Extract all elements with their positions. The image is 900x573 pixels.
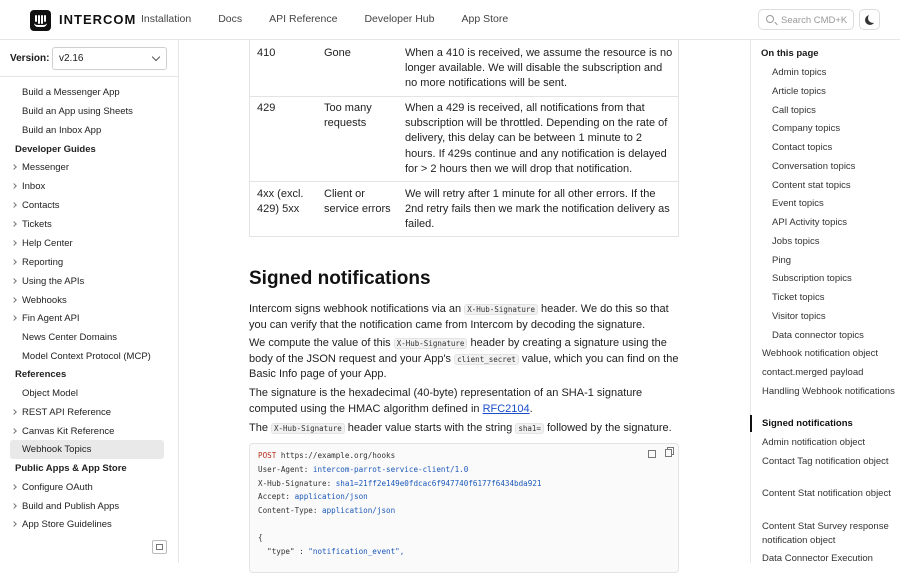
- chevron-right-icon: [11, 503, 17, 509]
- sidebar-item-label: Messenger: [22, 162, 69, 173]
- toc-title: On this page: [761, 48, 819, 59]
- sidebar-section-heading[interactable]: [15, 365, 169, 384]
- sidebar-item[interactable]: [10, 497, 164, 516]
- toc-item[interactable]: contact.merged payload: [762, 367, 864, 378]
- toc-item[interactable]: Data connector topics: [772, 330, 864, 341]
- chevron-right-icon: [11, 259, 17, 265]
- copy-icon[interactable]: [665, 449, 672, 457]
- sidebar-item-label: Help Center: [22, 238, 73, 249]
- sidebar-item[interactable]: [10, 158, 164, 177]
- table-cell-code: 4xx (excl. 429) 5xx: [257, 188, 304, 216]
- version-select[interactable]: v2.16: [52, 47, 167, 70]
- chevron-right-icon: [11, 183, 17, 189]
- sidebar-item[interactable]: [10, 515, 164, 534]
- sidebar-item-label: Build and Publish Apps: [22, 501, 120, 512]
- chevron-right-icon: [11, 278, 17, 284]
- toc-active-marker: [750, 415, 752, 432]
- toc-item[interactable]: Contact topics: [772, 142, 833, 153]
- chevron-right-icon: [11, 428, 17, 434]
- toc-item[interactable]: Webhook notification object: [762, 348, 879, 359]
- table-cell-code: 410: [257, 47, 276, 59]
- sidebar-item[interactable]: [10, 272, 164, 291]
- sidebar-item-label: Webhooks: [22, 295, 67, 306]
- sidebar-item-label: Webhook Topics: [22, 444, 92, 455]
- toc-item[interactable]: Content Stat Survey response notification object: [762, 521, 889, 546]
- sidebar-item[interactable]: [10, 403, 164, 422]
- sidebar-item-label: Build an App using Sheets: [22, 106, 133, 117]
- left-sidebar: [0, 40, 179, 563]
- sidebar-item[interactable]: [10, 440, 164, 459]
- toc-item[interactable]: Subscription topics: [772, 273, 852, 284]
- toc-item[interactable]: Data Connector Execution: [762, 553, 873, 564]
- sidebar-item[interactable]: [10, 121, 164, 140]
- sidebar-item-label: Fin Agent API: [22, 313, 80, 324]
- code-line: Accept: application/json: [258, 492, 368, 501]
- sidebar-item[interactable]: [10, 234, 164, 253]
- search-label: Search CMD+K: [781, 15, 848, 26]
- sidebar-item-label: Inbox: [22, 181, 46, 192]
- code-line: {: [258, 533, 263, 542]
- sidebar-item[interactable]: [10, 83, 164, 102]
- toc-item[interactable]: Event topics: [772, 198, 824, 209]
- toc-item[interactable]: Jobs topics: [772, 236, 820, 247]
- sidebar-item[interactable]: [10, 291, 164, 310]
- code-line: POST https://example.org/hooks: [258, 451, 396, 460]
- brand-name[interactable]: INTERCOM: [59, 12, 137, 27]
- chevron-right-icon: [11, 164, 17, 170]
- search-button[interactable]: [758, 9, 854, 30]
- main-nav: [141, 13, 535, 25]
- nav-app-store[interactable]: App Store: [461, 13, 509, 25]
- chevron-down-icon: [152, 53, 160, 61]
- code-line: Content-Type: application/json: [258, 506, 396, 515]
- sidebar-item-label: Model Context Protocol (MCP): [22, 351, 151, 362]
- code-line: X-Hub-Signature: sha1=21ff2e149e0fdcac6f947740f6177f6434bda921: [258, 479, 542, 488]
- table-cell-code: 429: [257, 102, 276, 114]
- table-cell-description: When a 410 is received, we assume the resource is no longer available. We will disable the subscription and no more notifications will be sent.: [405, 47, 673, 90]
- collapse-sidebar-button[interactable]: [152, 540, 167, 554]
- chevron-right-icon: [11, 240, 17, 246]
- sidebar-item-label: REST API Reference: [22, 407, 112, 418]
- toc-item[interactable]: Ticket topics: [772, 292, 825, 303]
- sidebar-item-label: References: [15, 369, 67, 380]
- sidebar-item[interactable]: [10, 422, 164, 441]
- toc-item[interactable]: Article topics: [772, 86, 826, 97]
- sidebar-item-label: Contacts: [22, 200, 60, 211]
- sidebar-item[interactable]: [10, 309, 164, 328]
- sidebar-item-label: News Center Domains: [22, 332, 118, 343]
- wrap-lines-icon[interactable]: [648, 450, 656, 458]
- toc-item[interactable]: Signed notifications: [762, 418, 853, 429]
- toc-item[interactable]: Contact Tag notification object: [762, 456, 889, 467]
- paragraph: The signature is the hexadecimal (40-byte) representation of an SHA-1 signature computed using the HMAC algorithm defined in RFC2104.: [249, 387, 643, 415]
- toc-item[interactable]: Conversation topics: [772, 161, 856, 172]
- sidebar-item[interactable]: [10, 347, 164, 366]
- sidebar-item-label: Using the APIs: [22, 276, 85, 287]
- theme-toggle-button[interactable]: [859, 9, 880, 30]
- sidebar-item-label: App Store Guidelines: [22, 519, 112, 530]
- chevron-right-icon: [11, 297, 17, 303]
- toc-item[interactable]: API Activity topics: [772, 217, 847, 228]
- version-label: Version:: [10, 53, 50, 64]
- toc-item[interactable]: Call topics: [772, 105, 816, 116]
- toc-item[interactable]: Company topics: [772, 123, 841, 134]
- top-navigation-bar: [0, 0, 900, 40]
- sidebar-item-label: Public Apps & App Store: [15, 463, 127, 474]
- chevron-right-icon: [11, 221, 17, 227]
- toc-item[interactable]: Admin notification object: [762, 437, 865, 448]
- paragraph: Intercom signs webhook notifications via an X-Hub-Signature header. We do this so that you can verify that the notification came from Intercom by decoding the signature.: [249, 303, 669, 331]
- toc-item[interactable]: Content stat topics: [772, 180, 851, 191]
- divider: [0, 76, 179, 77]
- sidebar-item-label: Build a Messenger App: [22, 87, 120, 98]
- sidebar-item[interactable]: [10, 177, 164, 196]
- sidebar-item[interactable]: [10, 215, 164, 234]
- chevron-right-icon: [11, 484, 17, 490]
- sidebar-item-label: Canvas Kit Reference: [22, 426, 115, 437]
- toc-item[interactable]: Visitor topics: [772, 311, 826, 322]
- sidebar-item[interactable]: [10, 328, 164, 347]
- moon-icon: [868, 13, 878, 23]
- sidebar-item[interactable]: [10, 102, 164, 121]
- sidebar-icon: [156, 544, 163, 550]
- intercom-logo-icon[interactable]: [30, 10, 51, 31]
- section-heading: Signed notifications: [249, 268, 431, 289]
- search-icon: [766, 15, 774, 23]
- chevron-right-icon: [11, 409, 17, 415]
- paragraph: We compute the value of this X-Hub-Signature header by creating a signature using the body of the JSON request and your App's client_secret value, which you can find on the Basic Info page of your App.: [249, 337, 679, 380]
- sidebar-item-label: Object Model: [22, 388, 78, 399]
- sidebar-item-label: Tickets: [22, 219, 52, 230]
- code-line: User-Agent: intercom-parrot-service-client/1.0: [258, 465, 469, 474]
- toc-item[interactable]: Admin topics: [772, 67, 827, 78]
- nav-api-reference[interactable]: API Reference: [269, 13, 338, 25]
- toc-item[interactable]: Content Stat notification object: [762, 488, 891, 499]
- sidebar-section-heading[interactable]: [15, 140, 169, 159]
- table-cell-description: When a 429 is received, all notifications from that subscription will be throttled. Depending on the rate of delivery, this delay can be between 1 minute to 2 hours. If 429s continue and any notification is delayed for > 2 hours then we will drop that notification.: [405, 102, 668, 175]
- sidebar-item[interactable]: [10, 253, 164, 272]
- sidebar-item-label: Configure OAuth: [22, 482, 93, 493]
- nav-installation[interactable]: Installation: [141, 13, 192, 25]
- toc-item[interactable]: Handling Webhook notifications: [762, 386, 895, 397]
- table-cell-description: We will retry after 1 minute for all other errors. If the 2nd retry fails then we mark the notification delivery as failed.: [405, 188, 670, 231]
- nav-developer-hub[interactable]: Developer Hub: [364, 13, 435, 25]
- chevron-right-icon: [11, 202, 17, 208]
- sidebar-item-label: Developer Guides: [15, 144, 96, 155]
- sidebar-item-label: Build an Inbox App: [22, 125, 102, 136]
- chevron-right-icon: [11, 315, 17, 321]
- paragraph: The X-Hub-Signature header value starts with the string sha1= followed by the signature.: [249, 422, 672, 434]
- rfc2104-link[interactable]: RFC2104: [482, 402, 530, 415]
- sidebar-item[interactable]: [10, 196, 164, 215]
- sidebar-item[interactable]: [10, 384, 164, 403]
- sidebar-section-heading[interactable]: [15, 459, 169, 478]
- table-cell-status: Client or service errors: [324, 188, 391, 216]
- on-this-page-toc: [750, 40, 900, 563]
- sidebar-item-label: Reporting: [22, 257, 64, 268]
- table-cell-status: Gone: [324, 47, 351, 59]
- sidebar-item[interactable]: [10, 478, 164, 497]
- chevron-right-icon: [11, 521, 17, 527]
- code-block: [249, 443, 679, 573]
- nav-docs[interactable]: Docs: [218, 13, 243, 25]
- code-line: "type" : "notification_event",: [258, 547, 405, 556]
- toc-item[interactable]: Ping: [772, 255, 792, 266]
- table-cell-status: Too many requests: [324, 102, 372, 130]
